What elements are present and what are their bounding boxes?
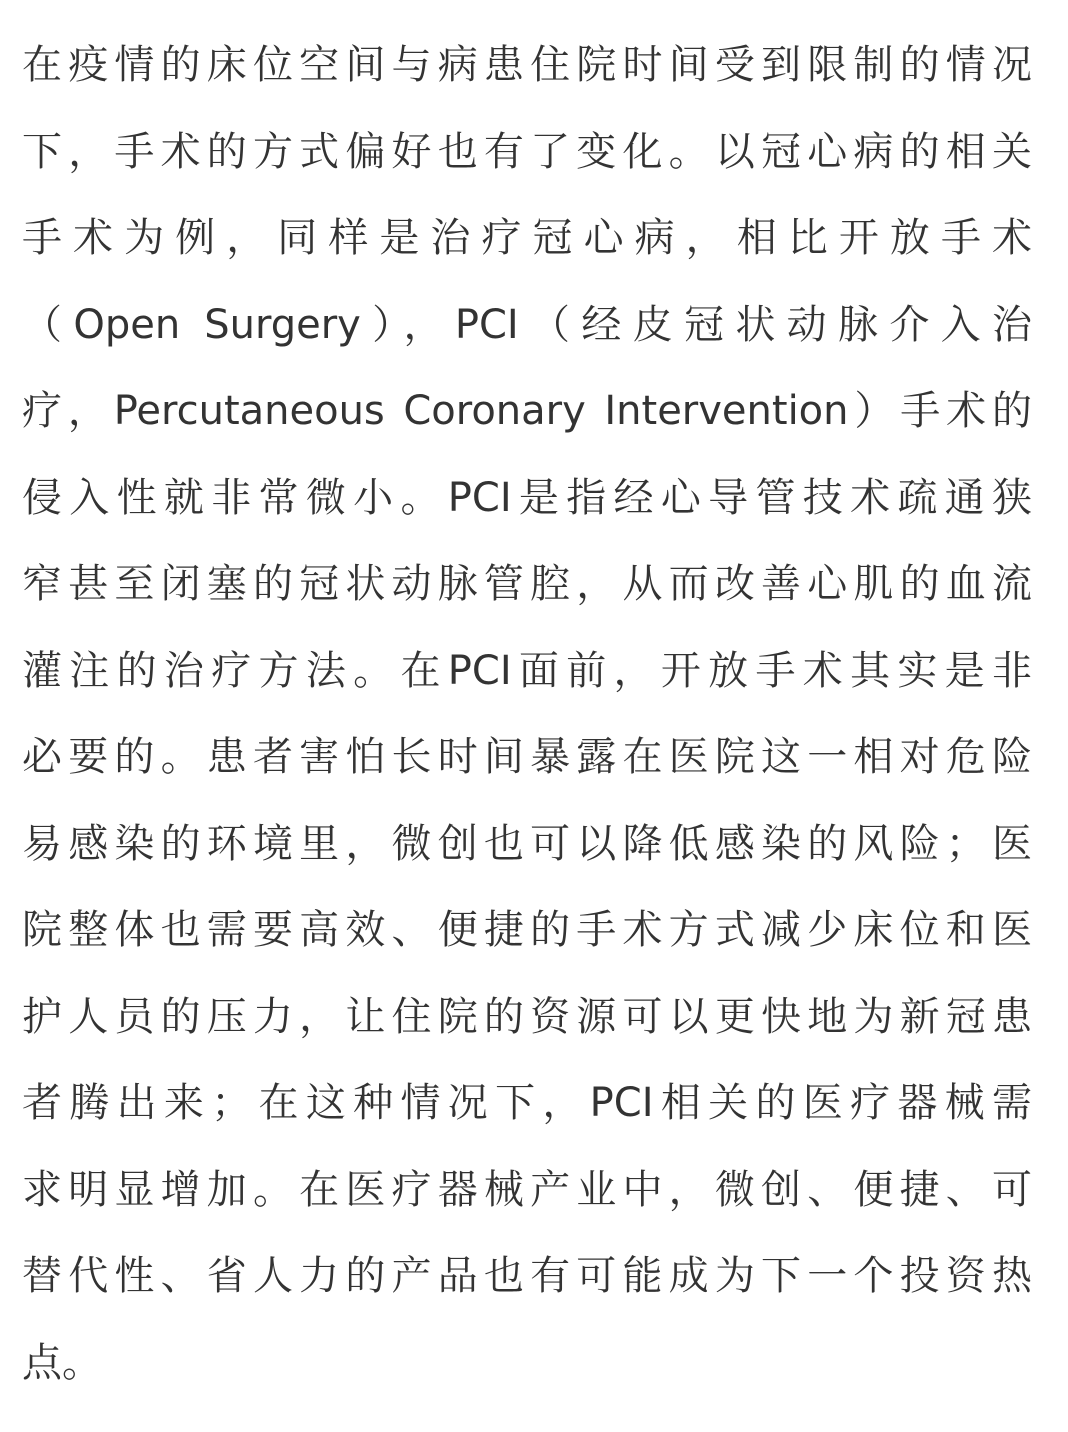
article-line: （Open Surgery），PCI（经皮冠状动脉介入治 [22,301,1032,348]
article-line: 窄甚至闭塞的冠状动脉管腔，从而改善心肌的血流 [22,561,1032,607]
article-line: 易感染的环境里，微创也可以降低感染的风险；医 [22,820,1032,867]
article-line: 在疫情的床位空间与病患住院时间受到限制的情况 [22,42,1032,88]
article-line-last: 点。 [22,1339,102,1386]
article-line: 下，手术的方式偏好也有了变化。以冠心病的相关 [22,128,1032,175]
article-line: 护人员的压力，让住院的资源可以更快地为新冠患 [22,993,1032,1040]
article-line: 院整体也需要高效、便捷的手术方式减少床位和医 [22,907,1032,953]
article-line: 者腾出来；在这种情况下，PCI相关的医疗器械需 [22,1080,1032,1126]
article-line: 替代性、省人力的产品也有可能成为下一个投资热 [22,1253,1032,1299]
article-line: 疗，Percutaneous Coronary Intervention）手术的 [22,388,1032,434]
article-body [22,22,1032,1406]
article-line: 手术为例，同样是治疗冠心病，相比开放手术 [22,215,1032,261]
article-line: 求明显增加。在医疗器械产业中，微创、便捷、可 [22,1166,1032,1213]
article-line: 灌注的治疗方法。在PCI面前，开放手术其实是非 [22,647,1032,694]
article-line: 侵入性就非常微小。PCI是指经心导管技术疏通狭 [22,474,1032,521]
article-line: 必要的。患者害怕长时间暴露在医院这一相对危险 [22,734,1032,780]
